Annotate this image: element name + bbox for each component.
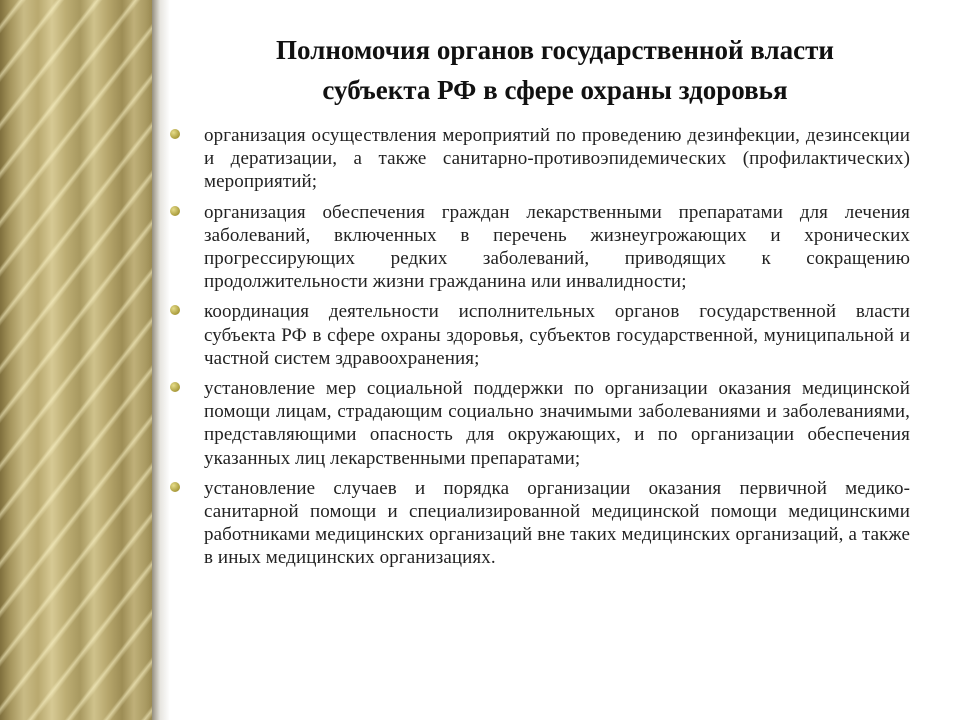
bullet-icon xyxy=(170,382,180,392)
gold-curtain-decoration xyxy=(0,0,152,720)
slide-title-line-2: субъекта РФ в сфере охраны здоровья xyxy=(322,75,788,105)
slide-title-line-1: Полномочия органов государственной власти xyxy=(276,35,834,65)
bullet-icon xyxy=(170,305,180,315)
bullet-list xyxy=(168,124,910,577)
bullet-icon xyxy=(170,482,180,492)
list-item-text: организация осуществления мероприятий по проведению дезинфекции, дезинсекции и дератизации, а также санитарно-противоэпидемических (профилактических) мероприятий; xyxy=(204,125,910,193)
list-item xyxy=(168,124,910,194)
bullet-icon xyxy=(170,129,180,139)
list-item-text: координация деятельности исполнительных органов государственной власти субъекта РФ в сфере охраны здоровья, субъектов государственной, муниципальной и частной систем здравоохранения; xyxy=(204,301,910,369)
list-item xyxy=(168,477,910,570)
list-item xyxy=(168,300,910,370)
list-item-text: установление мер социальной поддержки по организации оказания медицинской помощи лицам, страдающим социально значимыми заболеваниями и заболеваниями, представляющими опасность для окружающих, и по организации обеспечения указанных лиц лекарственными препаратами; xyxy=(204,378,910,469)
slide-title xyxy=(175,30,935,110)
bullet-icon xyxy=(170,206,180,216)
list-item xyxy=(168,377,910,470)
list-item-text: установление случаев и порядка организации оказания первичной медико-санитарной помощи и специализированной медицинской помощи медицинскими работниками медицинских организаций вне таких медицинских организаций, а также в иных медицинских организациях. xyxy=(204,477,910,569)
list-item xyxy=(168,201,910,294)
list-item-text: организация обеспечения граждан лекарственными препаратами для лечения заболеваний, включенных в перечень жизнеугрожающих и хронических прогрессирующих редких заболеваний, приводящих к сокращению продолжительности жизни гражданина или инвалидности; xyxy=(204,201,910,293)
